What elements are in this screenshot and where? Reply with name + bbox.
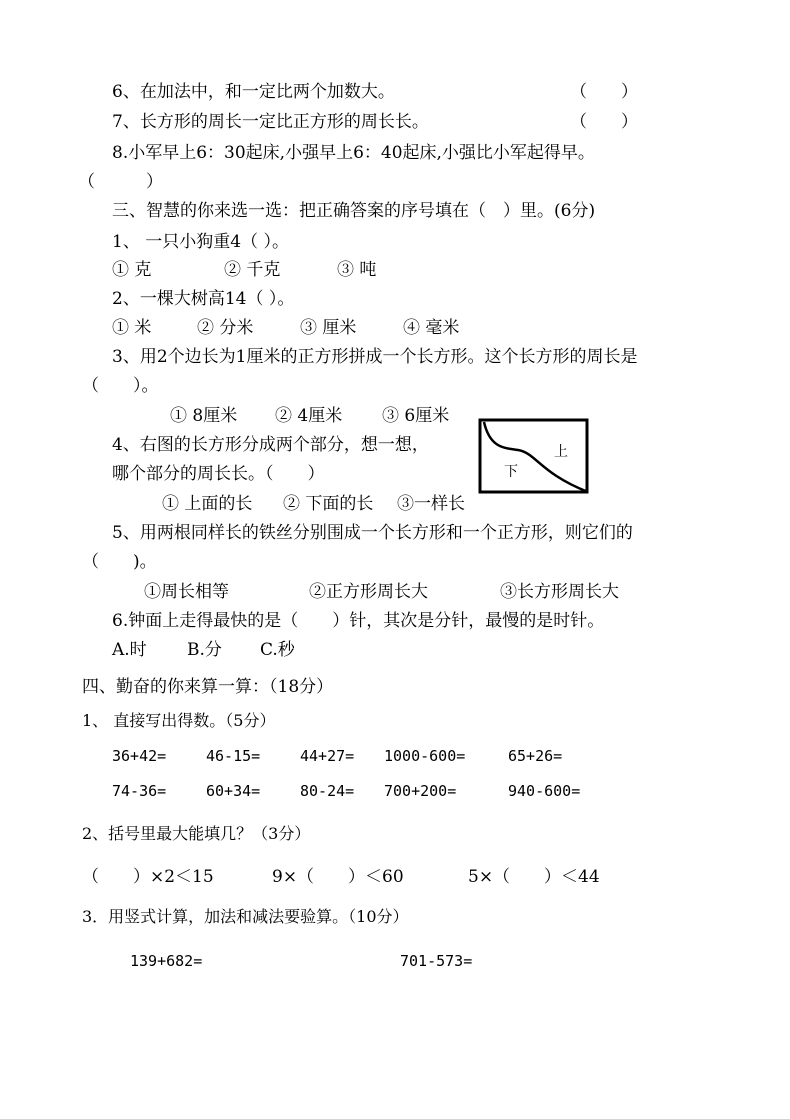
choose-q1-option-1: ① 克 [112, 260, 152, 280]
choose-q1-option-2: ② 千克 [224, 260, 281, 280]
choose-q5-option-3: ③长方形周长大 [500, 582, 619, 602]
section-3-heading: 三、智慧的你来选一选：把正确答案的序号填在（ ）里。(6分) [112, 201, 596, 221]
choose-q3-option-3: ③ 6厘米 [382, 406, 450, 426]
calc-p2-item-1: （ ）×2＜15 [82, 867, 214, 887]
calc-p1-heading: 1、 直接写出得数。（5分） [82, 711, 276, 730]
choose-q1-option-3: ③ 吨 [337, 260, 377, 280]
section-4-heading: 四、勤奋的你来算一算：（18分） [82, 677, 334, 697]
calc-p1-r2-c2: 60+34= [206, 782, 261, 800]
calc-p3-item-2: 701-573= [400, 952, 473, 970]
rectangle-outline [480, 420, 587, 492]
calc-p1-r1-c2: 46-15= [206, 747, 261, 765]
choose-q5-text-line1: 5、用两根同样长的铁丝分别围成一个长方形和一个正方形，则它们的 [112, 523, 633, 543]
judge-q7-text: 7、长方形的周长一定比正方形的周长长。 [112, 112, 429, 132]
calc-p2-item-2: 9×（ ）＜60 [272, 867, 404, 887]
choose-q5-option-2: ②正方形周长大 [309, 582, 428, 602]
choose-q4-text-line1: 4、右图的长方形分成两个部分，想一想， [112, 435, 429, 455]
calc-p1-r1-c5: 65+26= [508, 747, 563, 765]
dividing-curve [484, 422, 588, 492]
choose-q4-text-line2: 哪个部分的周长长。（ ） [112, 464, 325, 484]
choose-q3-option-1: ① 8厘米 [170, 406, 238, 426]
judge-q6-answer-paren[interactable]: （ ） [570, 82, 638, 102]
choose-q2-text: 2、一棵大树高14（ ）。 [112, 289, 295, 309]
judge-q6-text: 6、在加法中，和一定比两个加数大。 [112, 82, 395, 102]
calc-p3-heading: 3．用竖式计算，加法和减法要验算。（10分） [82, 907, 409, 926]
choose-q3-text-line2: （ ）。 [82, 376, 159, 396]
calc-p1-r1-c3: 44+27= [300, 747, 355, 765]
calc-p2-item-3: 5×（ ）＜44 [468, 867, 600, 887]
choose-q2-option-2: ② 分米 [197, 318, 254, 338]
calc-p3-item-1: 139+682= [130, 952, 203, 970]
choose-q4-option-3: ③一样长 [397, 494, 465, 514]
choose-q3-text-line1: 3、用2个边长为1厘米的正方形拼成一个长方形。这个长方形的周长是 [112, 347, 638, 367]
judge-q7-answer-paren[interactable]: （ ） [570, 112, 638, 132]
judge-q8-text: 8.小军早上6：30起床,小强早上6：40起床,小强比小军起得早。 [112, 143, 595, 163]
choose-q5-text-line2: （ )。 [82, 552, 157, 572]
judge-q8-answer-paren[interactable]: （ ） [78, 172, 163, 192]
choose-q2-option-4: ④ 毫米 [403, 318, 460, 338]
choose-q3-option-2: ② 4厘米 [275, 406, 343, 426]
figure-label-bottom: 下 [504, 464, 518, 480]
choose-q5-option-1: ①周长相等 [144, 582, 229, 602]
choose-q6-text: 6.钟面上走得最快的是（ ）针，其次是分针，最慢的是时针。 [112, 611, 605, 631]
choose-q6-option-c: C.秒 [260, 640, 295, 660]
choose-q4-option-2: ② 下面的长 [283, 494, 374, 514]
choose-q1-text: 1、 一只小狗重4（ ）。 [112, 232, 289, 252]
calc-p1-r1-c4: 1000-600= [384, 747, 466, 765]
choose-q6-option-b: B.分 [187, 640, 222, 660]
calc-p1-r2-c5: 940-600= [508, 782, 581, 800]
choose-q2-option-3: ③ 厘米 [300, 318, 357, 338]
calc-p2-heading: 2、括号里最大能填几？（3分） [82, 824, 311, 843]
choose-q2-option-1: ① 米 [112, 318, 152, 338]
divided-rectangle-figure [478, 418, 590, 494]
calc-p1-r2-c3: 80-24= [300, 782, 355, 800]
figure-label-top: 上 [554, 444, 568, 460]
choose-q6-option-a: A.时 [112, 640, 147, 660]
calc-p1-r2-c1: 74-36= [112, 782, 167, 800]
calc-p1-r1-c1: 36+42= [112, 747, 167, 765]
calc-p1-r2-c4: 700+200= [384, 782, 457, 800]
choose-q4-option-1: ① 上面的长 [162, 494, 253, 514]
